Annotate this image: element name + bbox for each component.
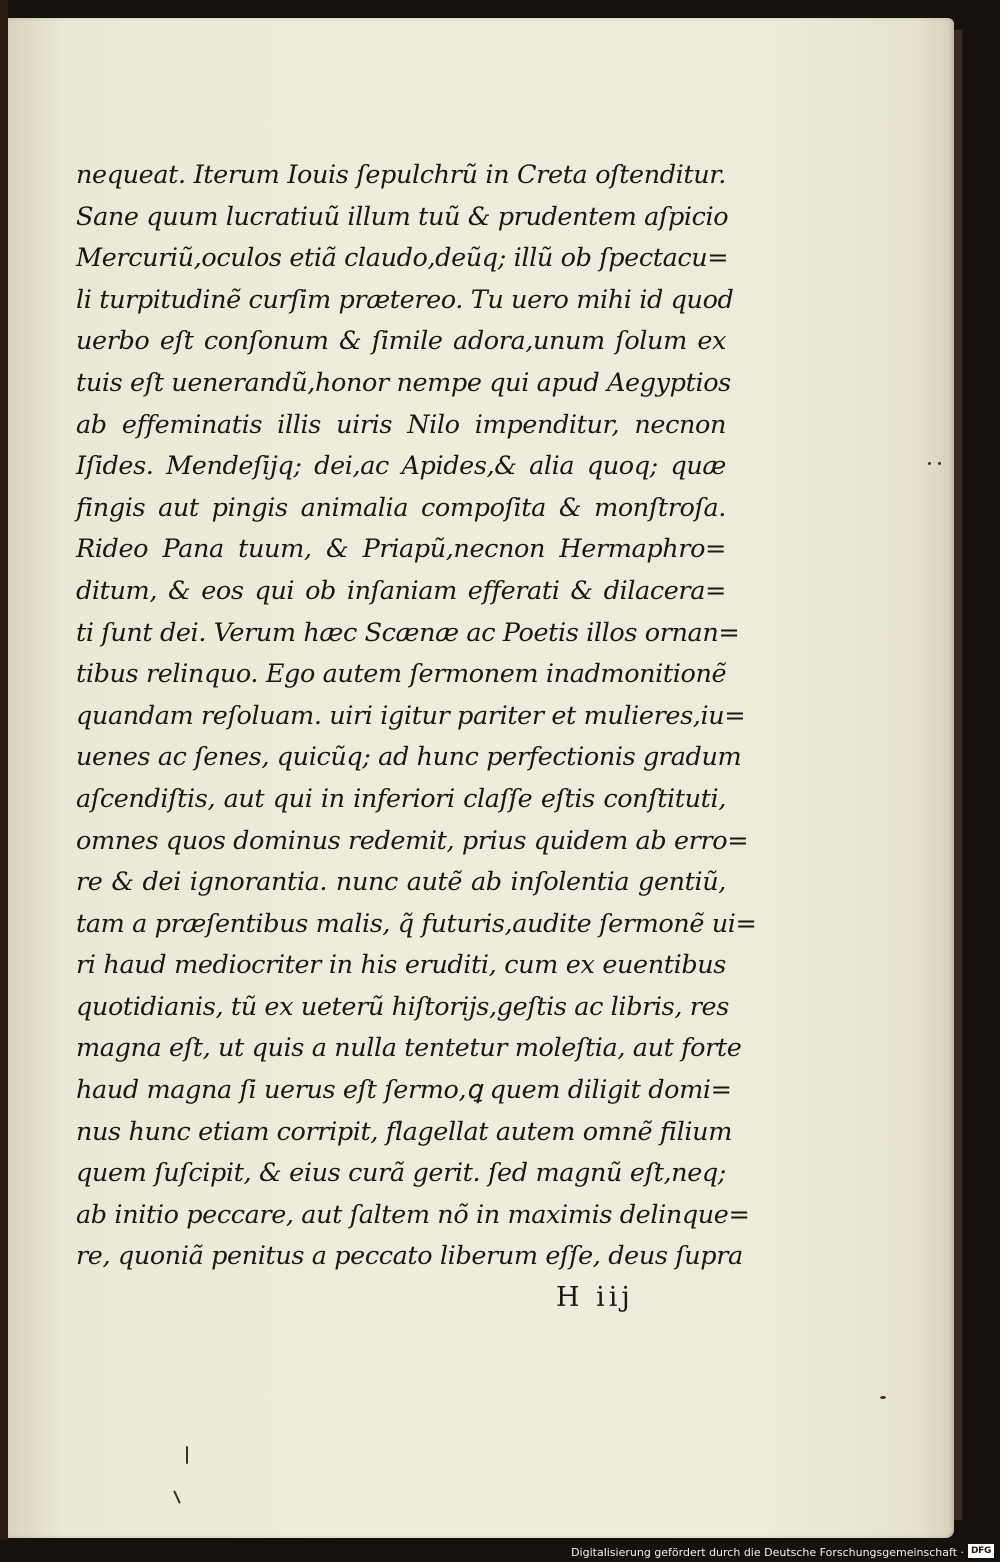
text-line: tibus relinquo. Ego autem ſermonem inadmonitionẽ xyxy=(76,659,727,690)
dfg-logo: DFG xyxy=(968,1544,994,1558)
paper-speck xyxy=(938,462,941,465)
text-line: ditum, & eos qui ob inſaniam efferati & dilacera= xyxy=(76,575,726,606)
text-line: nus hunc etiam corripit, flagellat autem omnẽ filium xyxy=(76,1116,732,1147)
book-binding xyxy=(0,0,8,1562)
text-line: Mercuriũ,oculos etiã claudo,deũq; illũ ob ſpectacu= xyxy=(76,243,729,274)
paper-speck xyxy=(186,1446,188,1464)
text-line: ab effeminatis illis uiris Nilo impenditur, necnon xyxy=(76,409,726,440)
text-line: ti ſunt dei. Verum hæc Scænæ ac Poetis illos ornan= xyxy=(76,617,740,648)
paper-speck xyxy=(880,1396,886,1399)
text-line: ab initio peccare, aut ſaltem nõ in maximis delinque= xyxy=(76,1199,750,1230)
text-line: quotidianis, tũ ex ueterũ hiſtorijs,geſtis ac libris, res xyxy=(76,991,729,1022)
signature-mark: H iij xyxy=(556,1282,634,1313)
text-line: magna eſt, ut quis a nulla tentetur moleſtia, aut forte xyxy=(76,1033,742,1064)
text-line: uerbo eſt conſonum & ſimile adora,unum ſolum ex xyxy=(76,326,726,357)
paper-speck xyxy=(928,462,931,465)
text-line: quem ſuſcipit, & eius curã gerit. ſed magnũ eſt,neq; xyxy=(76,1158,726,1189)
text-line: tuis eſt uenerandũ,honor nempe qui apud Aegyptios xyxy=(76,367,731,398)
text-line: ri haud mediocriter in his eruditi, cum ex euentibus xyxy=(76,950,726,981)
text-line: tam a præſentibus malis, q̃ futuris,audite ſermonẽ ui= xyxy=(76,908,757,939)
text-line: omnes quos dominus redemit, prius quidem ab erro= xyxy=(76,825,749,856)
text-line: haud magna ſi uerus eſt ſermo,ꝗ quem diligit domi= xyxy=(76,1075,732,1106)
text-line: uenes ac ſenes, quicũq; ad hunc perfectionis gradum xyxy=(76,742,742,773)
text-line: quandam reſoluam. uiri igitur pariter et mulieres,iu= xyxy=(76,700,746,731)
text-line: re, quoniã penitus a peccato liberum eſſe, deus ſupra xyxy=(76,1241,743,1272)
text-line: li turpitudinẽ curſim prætereo. Tu uero mihi id quod xyxy=(76,284,734,315)
footer-credit: Digitalisierung gefördert durch die Deutsche Forschungsgemeinschaft · xyxy=(571,1546,964,1559)
body-text xyxy=(76,155,757,1278)
text-line: aſcendiſtis, aut qui in inferiori claſſe eſtis conſtituti, xyxy=(76,783,726,814)
text-line: re & dei ignorantia. nunc autẽ ab inſolentia gentiũ, xyxy=(76,867,726,898)
text-line: fingis aut pingis animalia compoſita & monſtroſa. xyxy=(76,492,726,523)
text-line: Iſides. Mendeſijq; dei,ac Apides,& alia quoq; quæ xyxy=(76,451,726,482)
text-line: nequeat. Iterum Iouis ſepulchrũ in Creta oſtenditur. xyxy=(76,160,726,190)
text-line: Sane quum lucratiuũ illum tuũ & prudentem aſpicio xyxy=(76,201,729,232)
page-edge xyxy=(954,30,962,1520)
text-line: Rideo Pana tuum, & Priapũ,necnon Hermaphro= xyxy=(76,534,726,565)
